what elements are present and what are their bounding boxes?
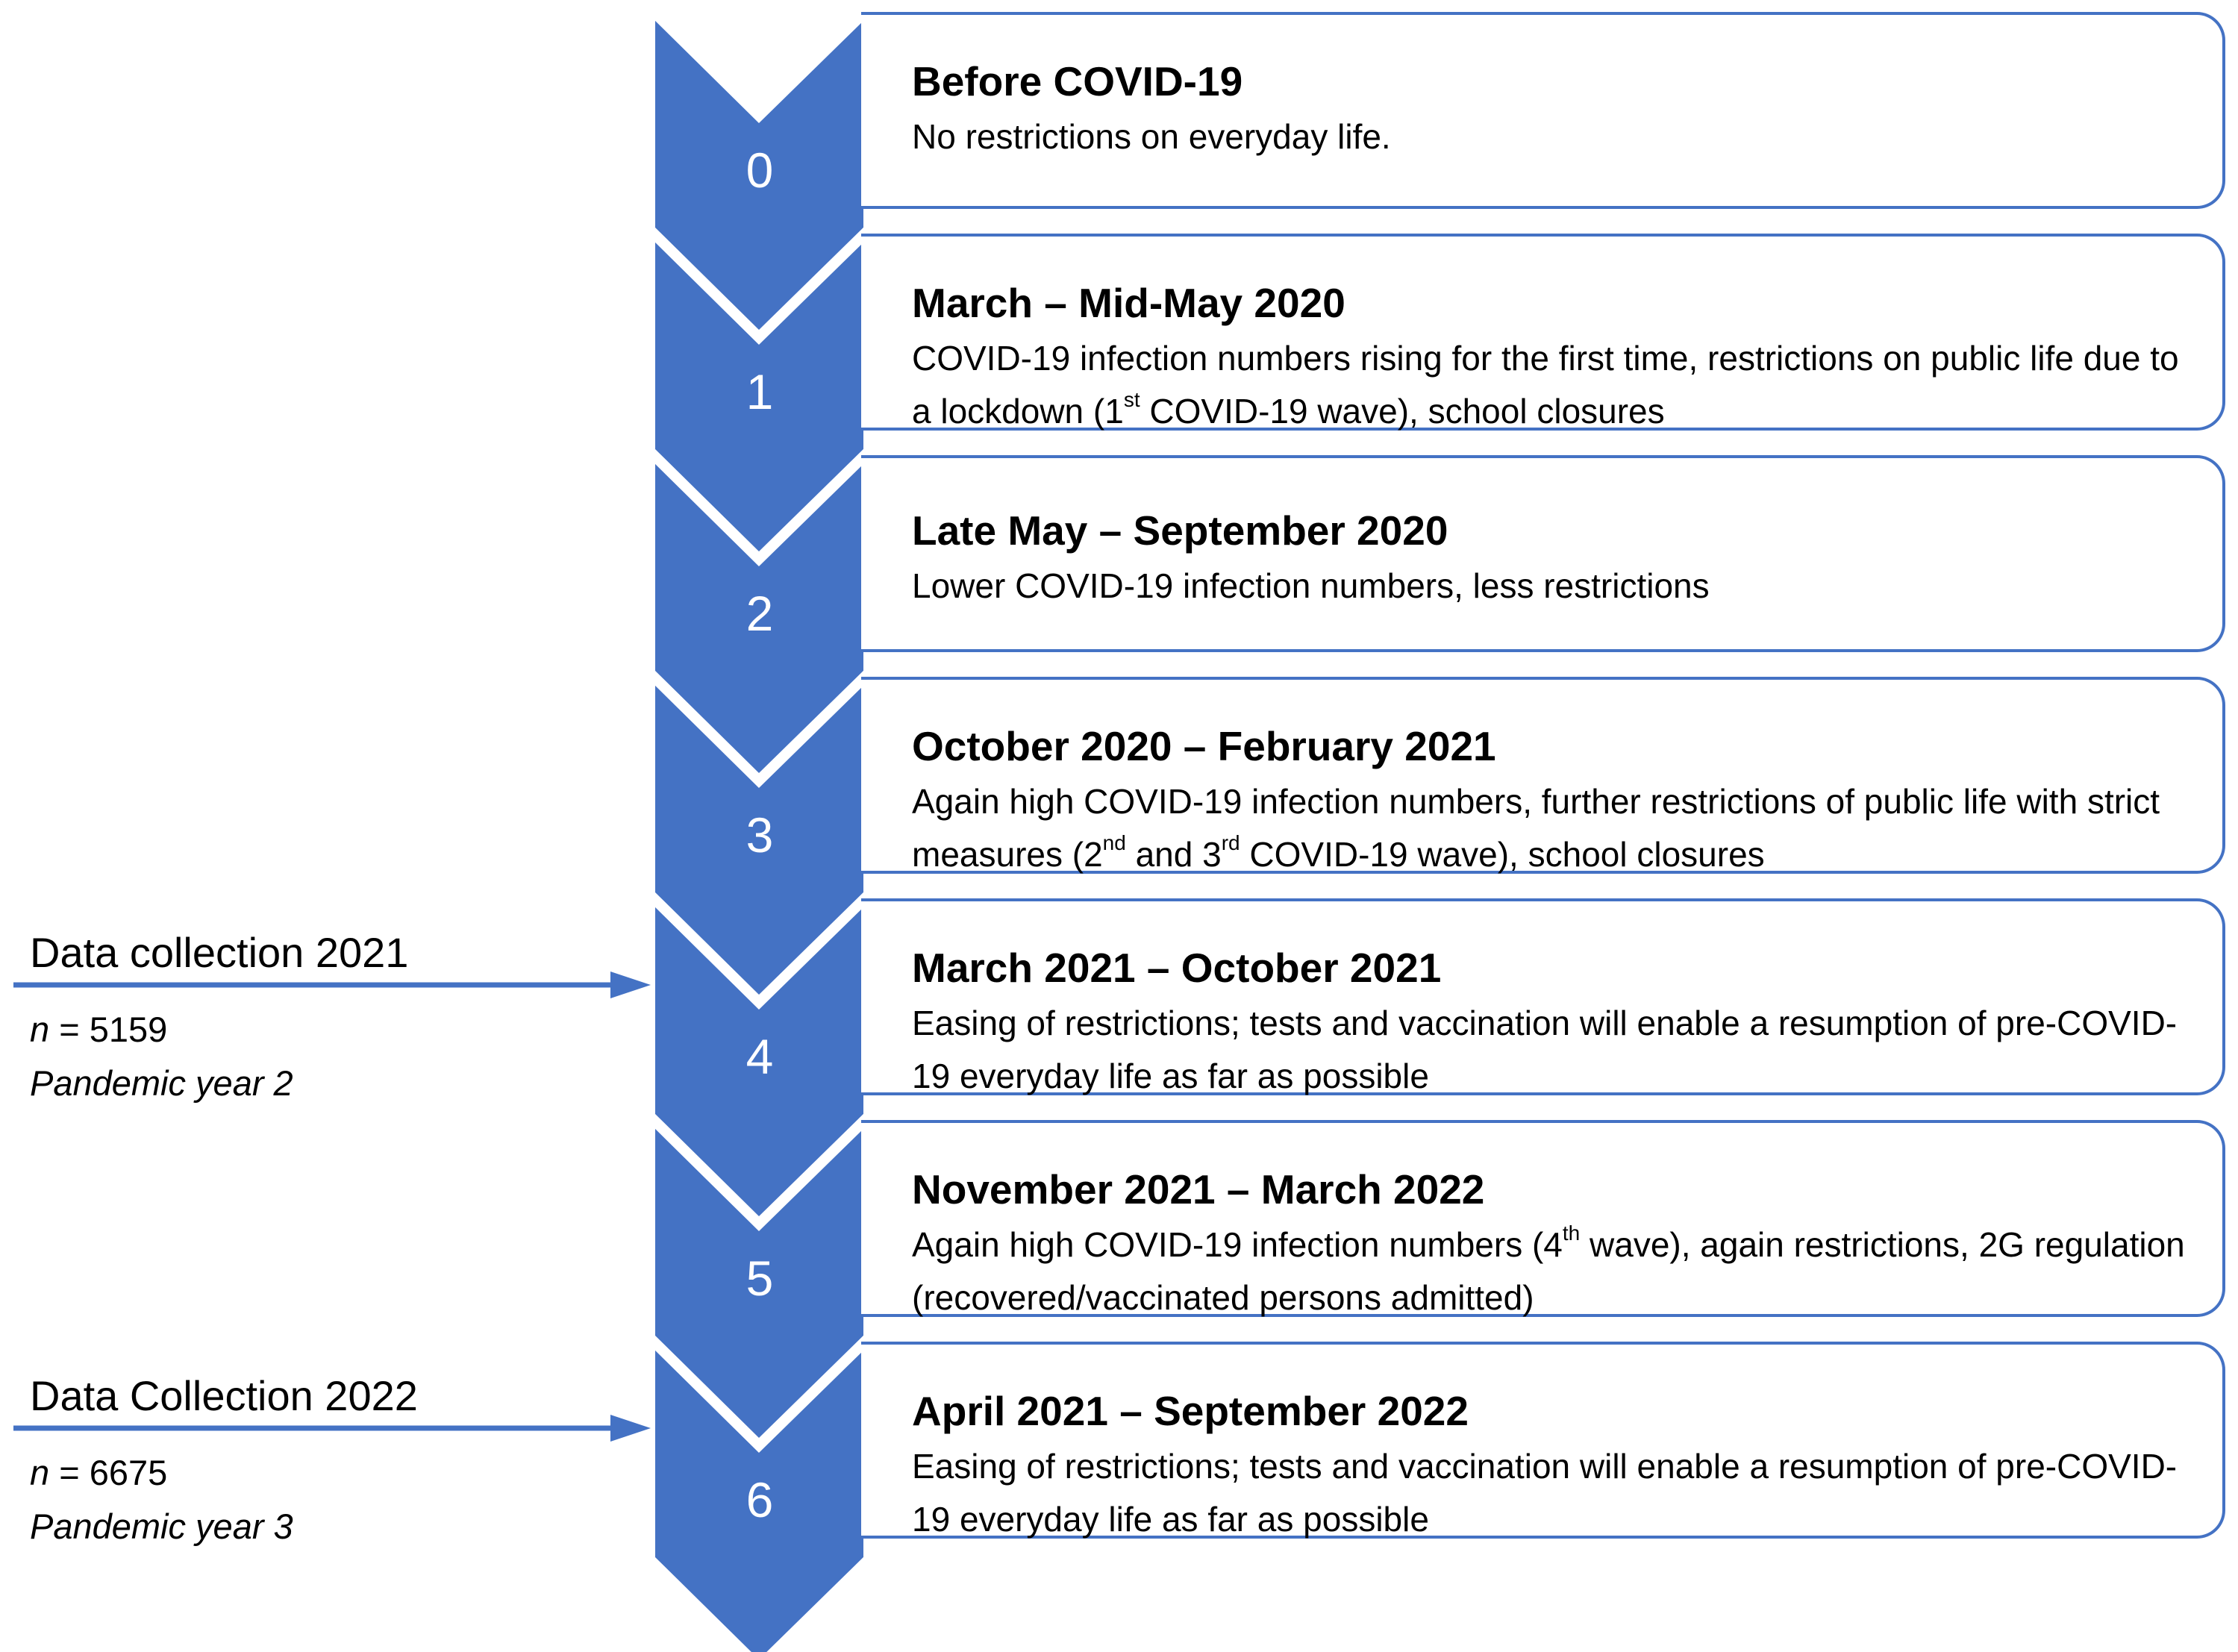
stage-box-2: [861, 455, 2225, 652]
sample-size-value: = 6675: [49, 1453, 168, 1492]
sample-size: [30, 1003, 408, 1057]
stage-description: [912, 997, 2185, 1103]
data-collection-title: Data Collection 2022: [30, 1372, 418, 1419]
description-text: COVID-19 infection numbers rising for the first time, restrictions on public life due to a lockdown (1: [912, 339, 2179, 431]
ordinal-superscript: rd: [1221, 831, 1240, 854]
stage-title: November 2021 – March 2022: [912, 1166, 1485, 1213]
ordinal-superscript: nd: [1102, 831, 1126, 854]
data-collection-2: [30, 1371, 418, 1554]
arrow-head-icon: [610, 972, 651, 998]
description-text: COVID-19 wave), school closures: [1240, 835, 1765, 874]
sample-size: [30, 1446, 418, 1500]
stage-title: Late May – September 2020: [912, 507, 1448, 554]
stage-title: Before COVID-19: [912, 58, 1243, 104]
stage-box-3: [861, 677, 2225, 874]
stage-description: [912, 1218, 2185, 1324]
arrow-head-icon: [610, 1415, 651, 1442]
data-collection-title: Data collection 2021: [30, 929, 409, 976]
stage-title: March – Mid-May 2020: [912, 280, 1345, 326]
description-text: Again high COVID-19 infection numbers, further restrictions of public life with strict measures (2: [912, 782, 2160, 874]
step-number-3: 3: [746, 807, 774, 863]
stage-box-5: [861, 1120, 2225, 1317]
stage-description: [912, 332, 2185, 438]
step-number-6: 6: [746, 1472, 774, 1527]
step-number-0: 0: [746, 143, 774, 198]
step-number-1: 1: [746, 364, 774, 419]
step-number-2: 2: [746, 586, 774, 641]
stage-description: [912, 110, 2185, 163]
description-text: COVID-19 wave), school closures: [1140, 392, 1665, 431]
description-text: Again high COVID-19 infection numbers (4: [912, 1225, 1563, 1264]
pandemic-year: Pandemic year 2: [30, 1063, 293, 1103]
data-collection-1: [30, 928, 408, 1110]
description-text: and 3: [1125, 835, 1222, 874]
description-text: Lower COVID-19 infection numbers, less restrictions: [912, 566, 1710, 605]
description-text: No restrictions on everyday life.: [912, 117, 1391, 156]
sample-size-symbol: n: [30, 1010, 50, 1049]
stage-box-4: [861, 898, 2225, 1095]
stage-box-6: [861, 1342, 2225, 1539]
pandemic-year: Pandemic year 3: [30, 1506, 293, 1546]
stage-box-0: [861, 12, 2225, 209]
description-text: Easing of restrictions; tests and vaccination will enable a resumption of pre-COVID-19 everyday life as far as possible: [912, 1004, 2178, 1095]
sample-size-value: = 5159: [49, 1010, 168, 1049]
description-text: Easing of restrictions; tests and vaccination will enable a resumption of pre-COVID-19 everyday life as far as possible: [912, 1447, 2178, 1539]
step-number-4: 4: [746, 1029, 774, 1084]
stage-title: April 2021 – September 2022: [912, 1388, 1469, 1434]
step-number-5: 5: [746, 1251, 774, 1306]
sample-size-symbol: n: [30, 1453, 50, 1492]
stage-title: October 2020 – February 2021: [912, 723, 1496, 769]
stage-box-1: [861, 234, 2225, 431]
stage-description: [912, 560, 2185, 613]
description-text: wave), again restrictions, 2G regulation (recovered/vaccinated persons admitted): [912, 1225, 2185, 1317]
stage-description: [912, 1440, 2185, 1546]
ordinal-superscript: st: [1123, 388, 1140, 411]
stage-description: [912, 775, 2185, 881]
stage-title: March 2021 – October 2021: [912, 945, 1442, 991]
ordinal-superscript: th: [1562, 1221, 1581, 1245]
